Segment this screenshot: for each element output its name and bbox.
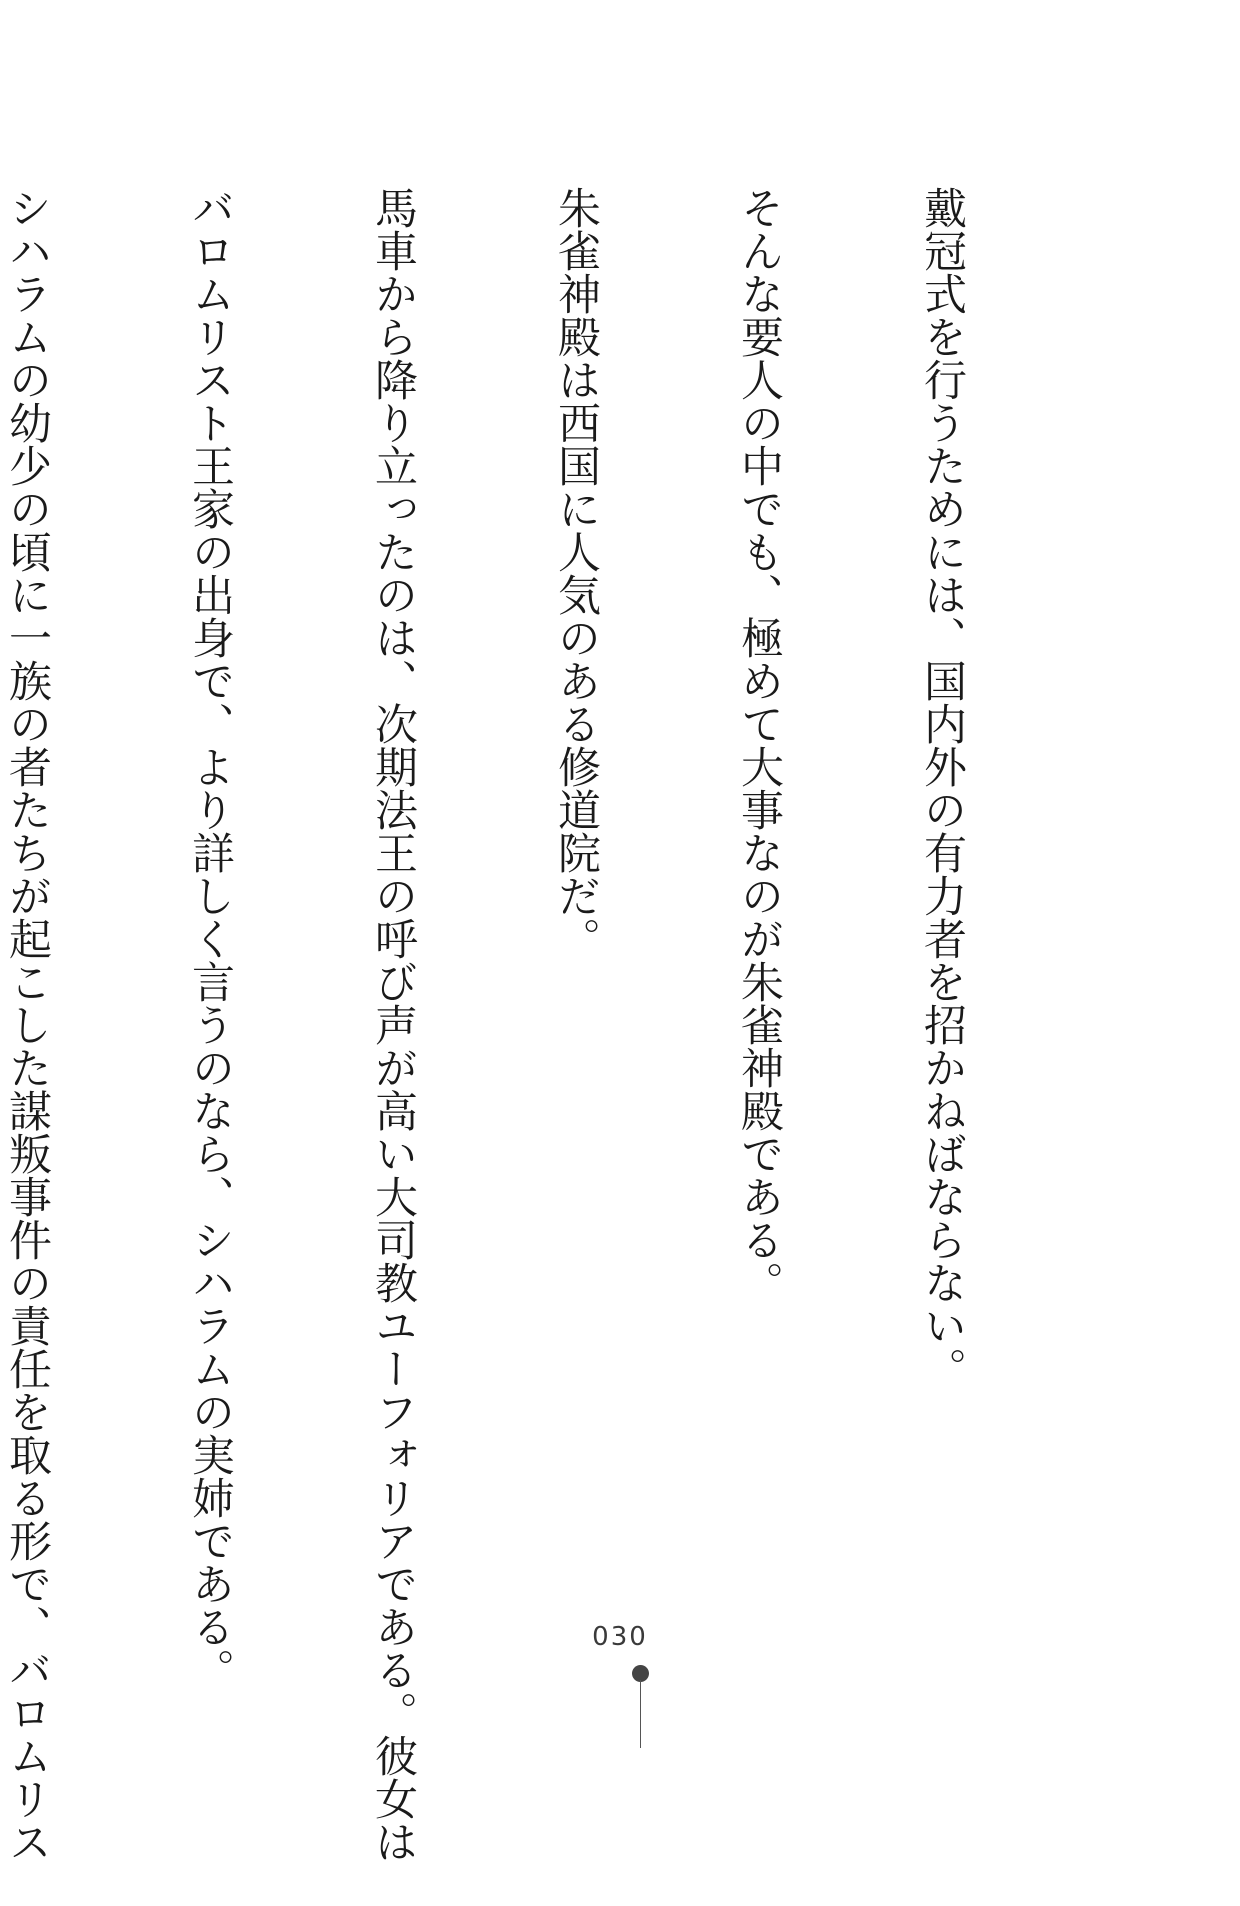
text-line: 戴冠式を行うためには、国内外の有力者を招かねばならない。 <box>917 186 967 1390</box>
text-line: シハラムの幼少の頃に一族の者たちが起こした謀叛事件の責任を取る形で、バロムリス <box>2 186 52 1863</box>
page-marker-line <box>640 1680 641 1748</box>
text-line: 朱雀神殿は西国に人気のある修道院だ。 <box>551 186 601 960</box>
text-line: バロムリスト王家の出身で、より詳しく言うのなら、シハラムの実姉である。 <box>185 186 235 1691</box>
page-number: 030 <box>592 1622 648 1652</box>
text-line: そんな要人の中でも、極めて大事なのが朱雀神殿である。 <box>734 186 784 1304</box>
text-line: 馬車から降り立ったのは、次期法王の呼び声が高い大司教ユーフォリアである。彼女は <box>368 186 418 1863</box>
